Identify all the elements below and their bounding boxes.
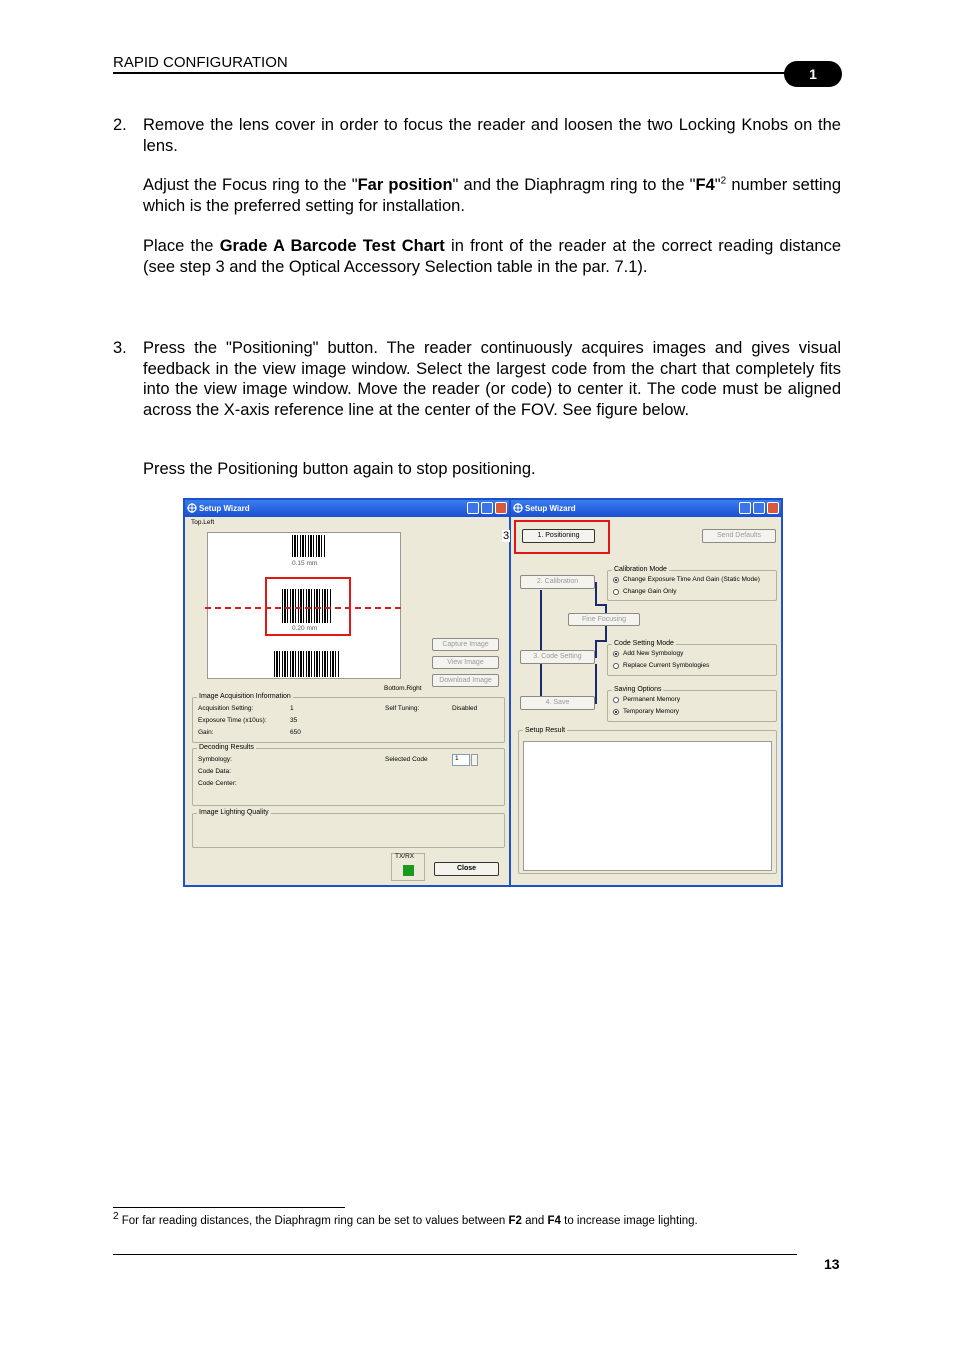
calibration-button[interactable]: 2. Calibration (520, 575, 595, 589)
flow-connector (595, 640, 597, 658)
page-number: 13 (824, 1256, 840, 1272)
capture-image-button[interactable]: Capture Image (432, 638, 499, 651)
saving-options-group: Saving Options Permanent Memory Temporary Memory (607, 690, 777, 722)
footer-rule (113, 1254, 797, 1255)
app-icon (513, 503, 523, 513)
barcode-top (292, 535, 326, 557)
lighting-quality-group: Image Lighting Quality (192, 813, 505, 848)
step-2-paragraph-1: Remove the lens cover in order to focus the reader and loosen the two Locking Knobs on the lens. (143, 116, 841, 155)
setup-result-textbox[interactable] (523, 741, 772, 871)
title-bar (511, 500, 781, 517)
running-header: RAPID CONFIGURATION (113, 54, 288, 71)
status-led-icon (403, 865, 414, 876)
send-defaults-button[interactable]: Send Defaults (702, 529, 776, 543)
flow-connector (605, 626, 607, 640)
bottom-right-label: Bottom.Right (384, 685, 422, 692)
flow-connector (595, 664, 597, 704)
center-highlight-box (265, 577, 351, 636)
chapter-badge: 1 (784, 61, 842, 87)
code-label-1: 0.15 mm (292, 560, 318, 567)
view-image-window (207, 532, 401, 679)
txrx-indicator: TX/RX (391, 853, 425, 881)
cs-opt1-radio[interactable] (613, 651, 619, 657)
close-icon[interactable] (767, 502, 779, 514)
save-button[interactable]: 4. Save (520, 696, 595, 710)
maximize-icon[interactable] (481, 502, 493, 514)
flow-connector (540, 590, 542, 702)
barcode-bottom (274, 651, 340, 677)
cs-opt2-radio[interactable] (613, 663, 619, 669)
step-3-paragraph-2: Press the Positioning button again to stop positioning. (143, 460, 536, 478)
top-left-label: Top.Left (191, 519, 215, 526)
calibration-mode-group: Calibration Mode Change Exposure Time And Gain (Static Mode) Change Gain Only (607, 570, 777, 601)
positioning-highlight-box (514, 520, 610, 554)
app-icon (187, 503, 197, 513)
close-icon[interactable] (495, 502, 507, 514)
view-image-button[interactable]: View Image (432, 656, 499, 669)
close-button[interactable]: Close (434, 862, 499, 876)
acquisition-info-group: Image Acquisition Information Acquisition Setting: 1 Self Tuning: Disabled Exposure Time (x10us): 35 Gain: 650 (192, 697, 505, 743)
decoding-results-group: Decoding Results Symbology: Selected Code 1 Code Data: Code Center: (192, 748, 505, 806)
header-rule (113, 72, 803, 74)
window-title: Setup Wizard (199, 504, 250, 513)
setup-wizard-window-right (503, 498, 783, 887)
sv-opt1-radio[interactable] (613, 697, 619, 703)
download-image-button[interactable]: Download Image (432, 674, 499, 687)
cal-opt1-radio[interactable] (613, 577, 619, 583)
step-3-number: 3. (113, 339, 127, 357)
spinner-arrows-icon[interactable] (471, 754, 478, 766)
step-2-paragraph-2: Adjust the Focus ring to the "Far position" and the Diaphragm ring to the "F4"$^2$ number setting which is the preferred setting for installation. (143, 175, 842, 215)
footnote-rule (113, 1207, 345, 1208)
maximize-icon[interactable] (753, 502, 765, 514)
flow-connector (595, 582, 597, 604)
cal-opt2-radio[interactable] (613, 589, 619, 595)
minimize-icon[interactable] (467, 502, 479, 514)
title-bar (185, 500, 509, 517)
setup-result-group: Setup Result (518, 730, 777, 874)
footnote-ref: 2 (720, 175, 727, 187)
positioning-button[interactable]: 1. Positioning (522, 529, 595, 543)
fine-focusing-button[interactable]: Fine Focusing (568, 613, 640, 626)
selected-code-spinner[interactable]: 1 (452, 754, 470, 766)
footnote: $^2$ For far reading distances, the Diaphragm ring can be set to values between F2 and F4 to increase image lighting. (113, 1211, 698, 1227)
minimize-icon[interactable] (739, 502, 751, 514)
setup-wizard-window-left (183, 498, 511, 887)
step-3-paragraph-1: Press the "Positioning" button. The reader continuously acquires images and gives visual feedback in the view image window. Select the largest code from the chart that completely fits into the view image window. Move the reader (or code) to center it. The code must be aligned across the X-axis reference line at the center of the FOV. See figure below. (143, 339, 841, 419)
callout-number: 3 (503, 530, 510, 542)
window-title: Setup Wizard (525, 504, 576, 513)
step-2-paragraph-3: Place the Grade A Barcode Test Chart in front of the reader at the correct reading distance (see step 3 and the Optical Accessory Selection table in the par. 7.1). (143, 237, 842, 276)
code-setting-button[interactable]: 3. Code Setting (520, 650, 595, 664)
code-setting-mode-group: Code Setting Mode Add New Symbology Replace Current Symbologies (607, 644, 777, 676)
code-label-2: 0.20 mm (292, 625, 318, 632)
step-2-number: 2. (113, 116, 127, 134)
sv-opt2-radio[interactable] (613, 709, 619, 715)
